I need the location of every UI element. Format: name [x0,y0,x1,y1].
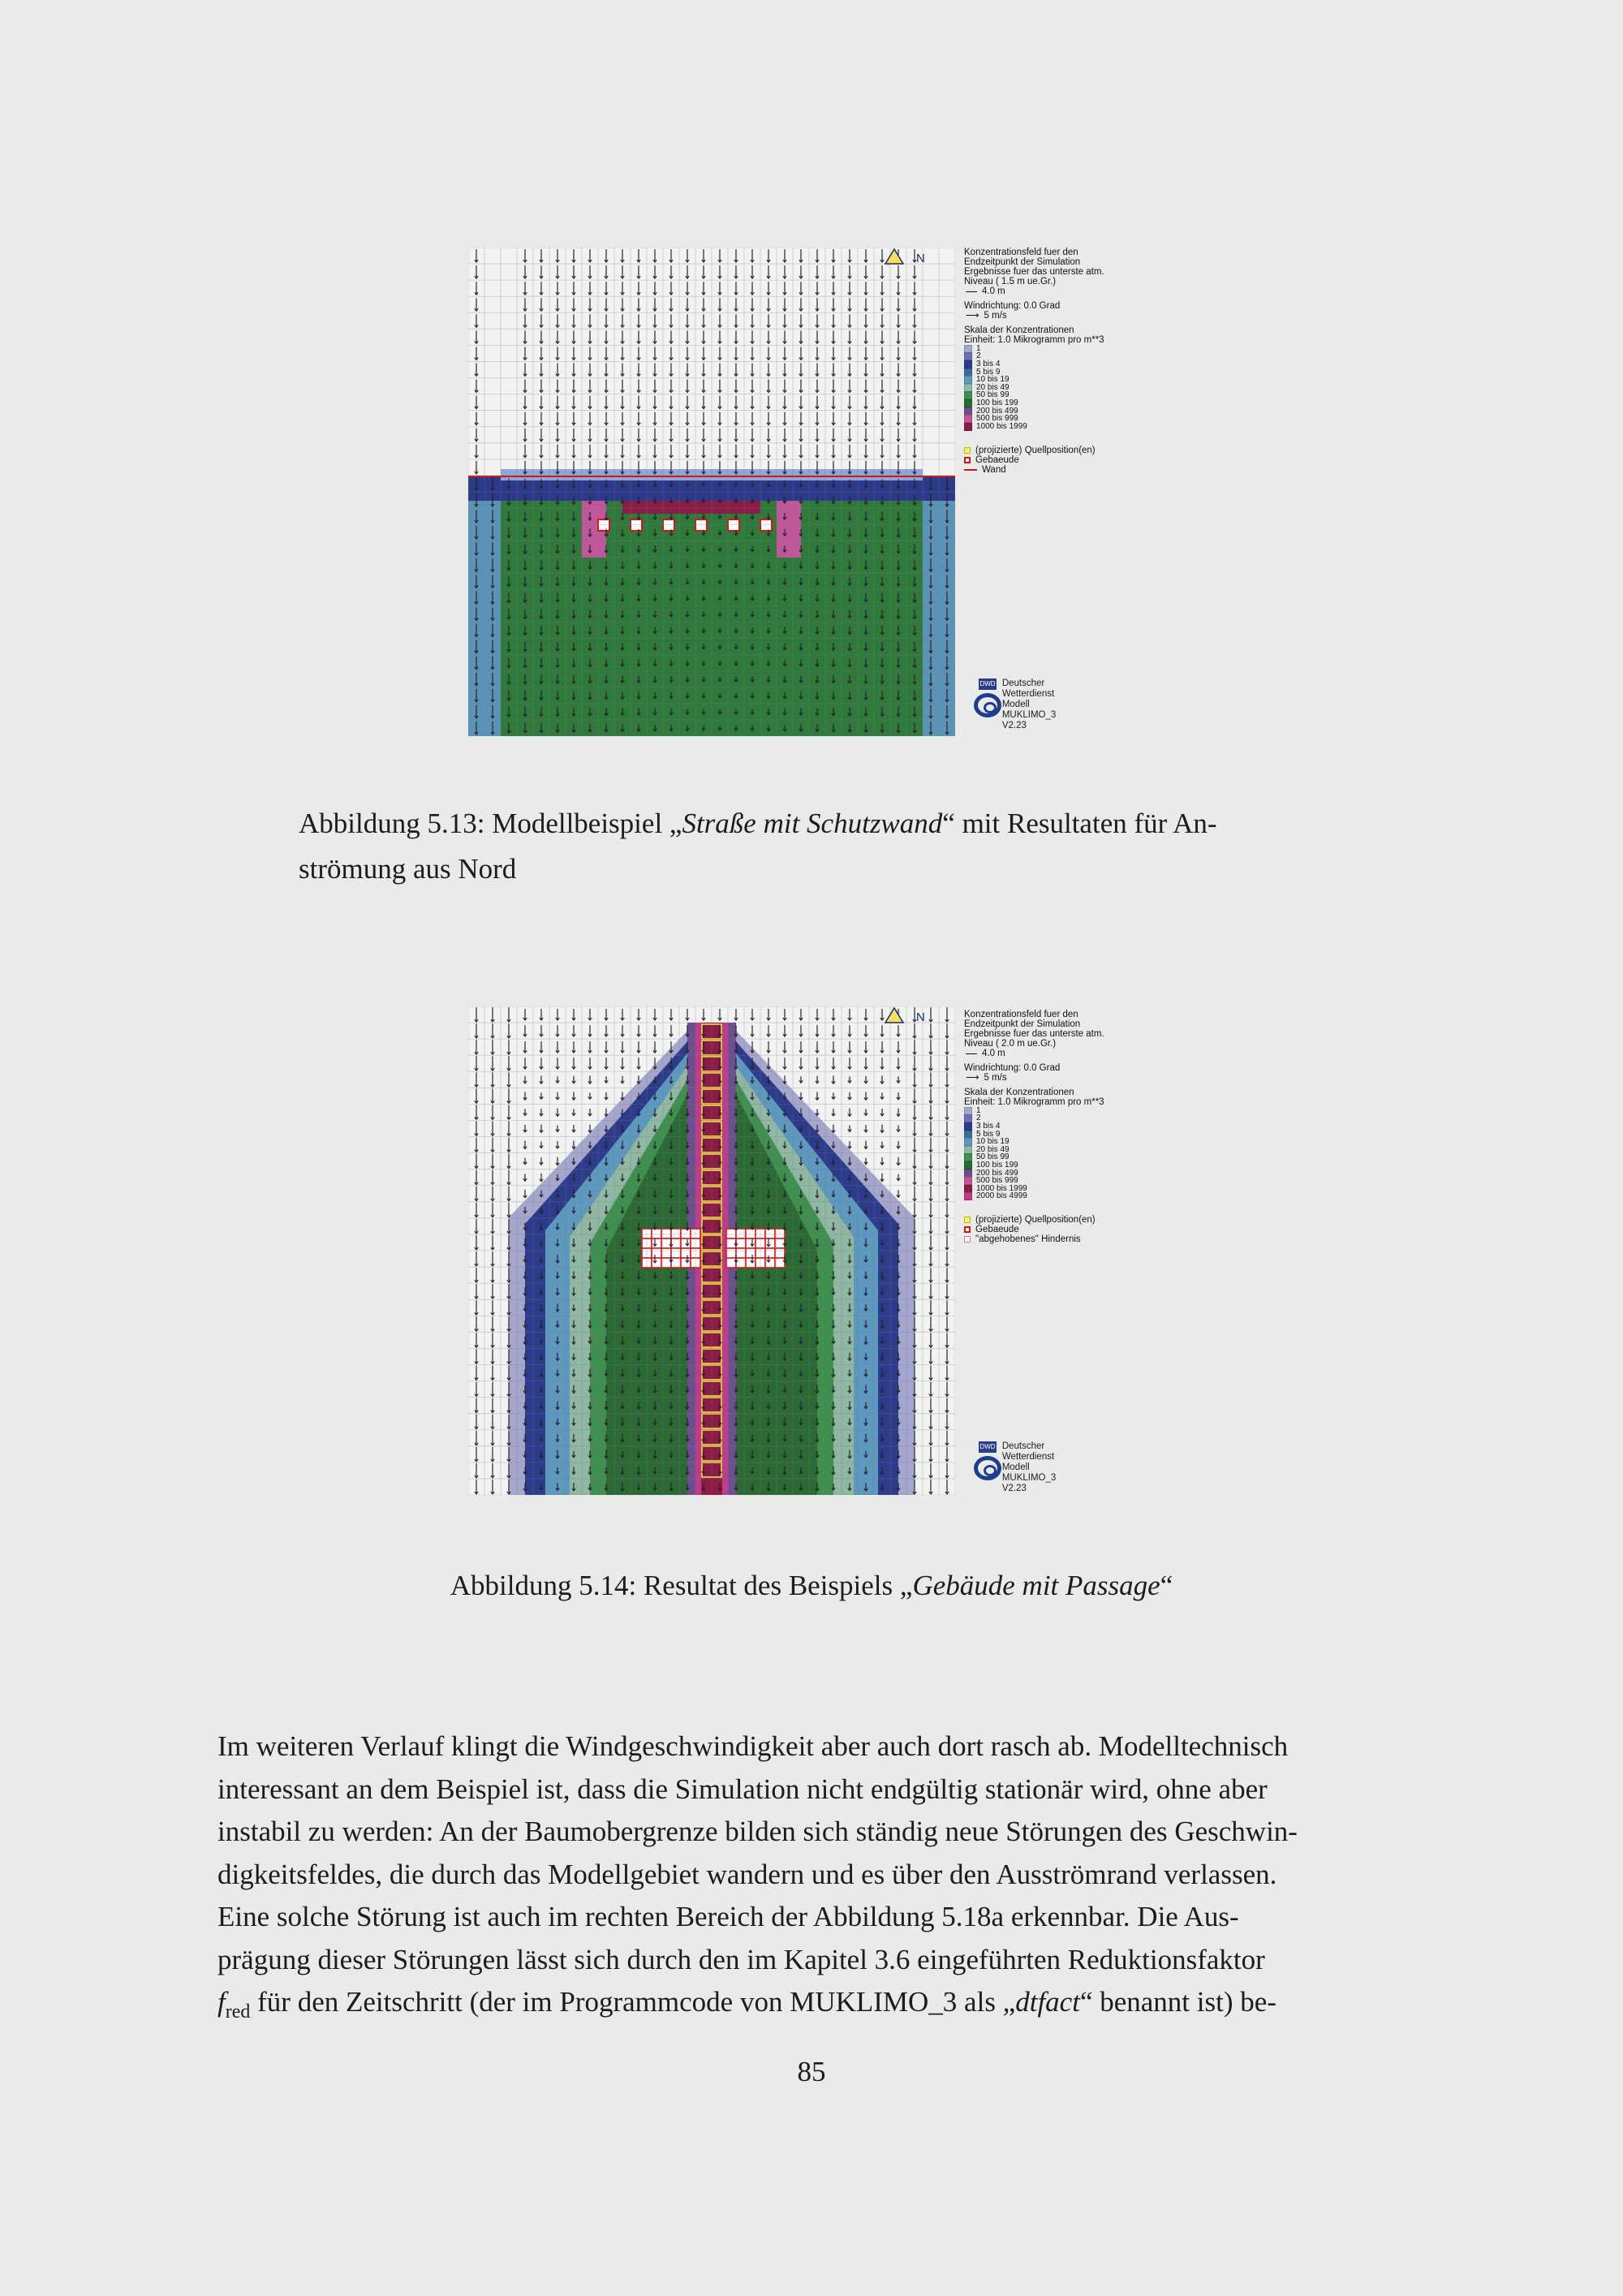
marker-label: Wand [982,464,1006,475]
scale-label: 2 [976,1114,981,1123]
arrow-right-icon: ⟶ [966,1073,979,1083]
marker-entry [964,1215,1104,1225]
marker-label: (projizierte) Quellposition(en) [975,445,1096,455]
body-text-run: “ benannt ist) be- [1079,1986,1276,2018]
wind-speed-arrow [964,311,1104,321]
marker-label: Gebaeude [975,1225,1019,1235]
dwd-logo-icon: DWD [974,1441,994,1482]
scale-swatch [964,1138,972,1146]
scale-swatch [964,1185,972,1193]
building-cell [598,519,609,531]
concentration-map-building-passage [468,1006,955,1495]
legend-title-line: Konzentrationsfeld fuer den [964,248,1078,257]
arrow-right-icon: ⟶ [966,311,979,321]
body-text-run: für den Zeitschritt (der im Programmcode von MUKLIMO_3 als „ [250,1986,1016,2018]
scale-label: 10 bis 19 [976,1137,1010,1147]
institution-line: Deutscher [1001,1441,1045,1451]
scale-label: 5 bis 9 [976,1129,1001,1139]
scale-entry [964,423,1104,431]
institution-line: V2.23 [1001,1484,1027,1493]
scale-label: 2000 bis 4999 [976,1191,1027,1201]
caption-prefix: Abbildung 5.14: Resultat des Beispiels „ [450,1570,913,1601]
marker-entry [964,446,1104,455]
scale-title: Skala der Konzentrationen [964,1088,1074,1097]
scale-label: 5 bis 9 [976,367,1001,377]
legend-title-line: Ergebnisse fuer das unterste atm. [964,1029,1104,1039]
scale-label: 500 bis 999 [976,1176,1018,1186]
scale-swatch [964,352,972,360]
scale-label: 200 bis 499 [976,1168,1018,1178]
scale-swatch [964,360,972,368]
scale-label: 1 [976,343,981,353]
scale-label: 100 bis 199 [976,398,1018,407]
wall-marker-icon [964,469,977,471]
marker-label: "abgehobenes" Hindernis [975,1234,1081,1245]
scale-entry [964,1107,1104,1115]
scale-swatch [964,1161,972,1170]
scale-label: 50 bis 99 [976,390,1010,400]
scale-swatch [964,368,972,377]
scale-bar-label: 4.0 m [982,1049,1005,1058]
scale-entry [964,1193,1104,1201]
scale-swatch [964,1192,972,1200]
caption-italic-title: Gebäude mit Passage [912,1570,1160,1601]
institution-line: Deutscher [1001,678,1045,688]
dwd-credit [974,1441,1063,1494]
scale-swatch [964,345,972,353]
figure-5-13-legend [964,248,1104,475]
scale-label: 1000 bis 1999 [976,421,1027,431]
scale-label: 20 bis 49 [976,1144,1010,1154]
caption-italic-title: Straße mit Schutzwand [682,808,943,839]
source-marker-icon [964,447,971,454]
marker-entry [964,1225,1104,1234]
scale-label: 500 bis 999 [976,414,1018,424]
building-cell [695,519,707,531]
wind-direction: Windrichtung: 0.0 Grad [964,1063,1061,1073]
body-line: prägung dieser Störungen lässt sich durch den im Kapitel 3.6 eingeführten Reduktionsfaktor [217,1943,1265,1975]
legend-title-line: Endzeitpunkt der Simulation [964,257,1081,267]
scale-swatch [964,399,972,407]
scale-swatch [964,391,972,399]
scale-bar-label: 4.0 m [982,286,1005,296]
institution-line: Modell MUKLIMO_3 [1001,700,1057,720]
north-label: N [916,252,925,265]
body-line: Im weiteren Verlauf klingt die Windgeschwindigkeit aber auch dort rasch ab. Modelltechnisch [217,1730,1289,1762]
marker-label: Gebaeude [975,454,1019,465]
building-marker-icon [964,457,971,463]
scale-swatch [964,1107,972,1115]
figure-5-14-caption [0,1563,1623,1609]
caption-prefix: Abbildung 5.13: Modellbeispiel „ [299,808,682,839]
institution-line: Modell MUKLIMO_3 [1001,1462,1057,1483]
lifted-marker-icon [964,1236,971,1243]
scale-title: Skala der Konzentrationen [964,325,1074,335]
caption-suffix: “ [1160,1570,1173,1601]
body-line: instabil zu werden: An der Baumobergrenze bilden sich ständig neue Störungen des Geschwin- [217,1816,1298,1847]
caption-suffix: “ mit Resultaten für An- [942,808,1217,839]
building-cell [760,519,772,531]
scale-label: 2 [976,351,981,361]
concentration-scale [964,1107,1104,1200]
scale-swatch [964,407,972,416]
institution-line: Wetterdienst [1001,1452,1055,1462]
legend-title-line: Niveau ( 2.0 m ue.Gr.) [964,1039,1057,1049]
scale-entry [964,345,1104,353]
scale-bar-line [966,291,977,292]
scale-label: 1000 bis 1999 [976,1183,1027,1193]
building-marker-icon [964,1226,971,1233]
legend-title-line: Niveau ( 1.5 m ue.Gr.) [964,277,1057,286]
scale-bar [964,1049,1104,1058]
body-line: interessant an dem Beispiel ist, dass die Simulation nicht endgültig stationär wird, ohne aber [217,1773,1268,1805]
marker-entry [964,1234,1104,1244]
scale-swatch [964,384,972,392]
body-line: Eine solche Störung ist auch im rechten Bereich der Abbildung 5.18a erkennbar. Die Aus- [217,1901,1239,1932]
figure-5-13-caption [299,801,1337,892]
marker-entry [964,465,1104,475]
legend-title-line: Konzentrationsfeld fuer den [964,1010,1078,1019]
body-line-last [217,1981,1410,2034]
hotspot-center [622,501,760,514]
scale-label: 100 bis 199 [976,1160,1018,1170]
scale-swatch [964,1114,972,1122]
wind-speed-arrow [964,1073,1104,1083]
scale-label: 50 bis 99 [976,1152,1010,1162]
scale-label: 20 bis 49 [976,382,1010,392]
wind-direction: Windrichtung: 0.0 Grad [964,301,1061,311]
scale-swatch [964,1131,972,1139]
scale-swatch [964,1146,972,1154]
concentration-map-street-wall [468,248,955,736]
scale-swatch [964,1170,972,1178]
body-paragraph [217,1725,1410,2034]
caption-line-2: strömung aus Nord [299,853,517,885]
institution-line: V2.23 [1001,721,1027,730]
scale-unit: Einheit: 1.0 Mikrogramm pro m**3 [964,335,1104,345]
institution-line: Wetterdienst [1001,689,1055,699]
scale-label: 10 bis 19 [976,375,1010,385]
dwd-credit [974,678,1063,731]
figure-5-14-legend [964,1010,1104,1244]
hotspot-right [777,501,801,558]
code-name-italic: dtfact [1015,1986,1080,2018]
scale-swatch [964,423,972,431]
scale-label: 1 [976,1105,981,1115]
north-label: N [916,1010,925,1024]
marker-legend [964,1215,1104,1244]
legend-title-line: Endzeitpunkt der Simulation [964,1019,1081,1029]
building-cell [631,519,642,531]
marker-legend [964,446,1104,475]
symbol-subscript: red [225,2001,251,2022]
body-line: digkeitsfeldes, die durch das Modellgebiet wandern und es über den Ausströmrand verlassen. [217,1858,1277,1890]
scale-swatch [964,415,972,423]
scale-swatch [964,1153,972,1161]
legend-title-line: Ergebnisse fuer das unterste atm. [964,267,1104,277]
scale-label: 3 bis 4 [976,359,1001,368]
source-marker-icon [964,1217,971,1223]
wind-speed-label: 5 m/s [984,311,1007,321]
building-cell [663,519,674,531]
marker-label: (projizierte) Quellposition(en) [975,1215,1096,1226]
scale-label: 200 bis 499 [976,406,1018,416]
wind-speed-label: 5 m/s [984,1073,1007,1083]
building-cell [728,519,739,531]
dwd-logo-icon: DWD [974,678,994,719]
scale-label: 3 bis 4 [976,1121,1001,1131]
scale-bar-line [966,1053,977,1054]
page-number: 85 [797,2056,826,2087]
marker-entry [964,455,1104,465]
scale-swatch [964,376,972,384]
scale-swatch [964,1177,972,1185]
scale-swatch [964,1122,972,1131]
scale-unit: Einheit: 1.0 Mikrogramm pro m**3 [964,1097,1104,1107]
symbol-f: f [217,1986,226,2018]
scale-bar [964,286,1104,296]
concentration-scale [964,345,1104,431]
